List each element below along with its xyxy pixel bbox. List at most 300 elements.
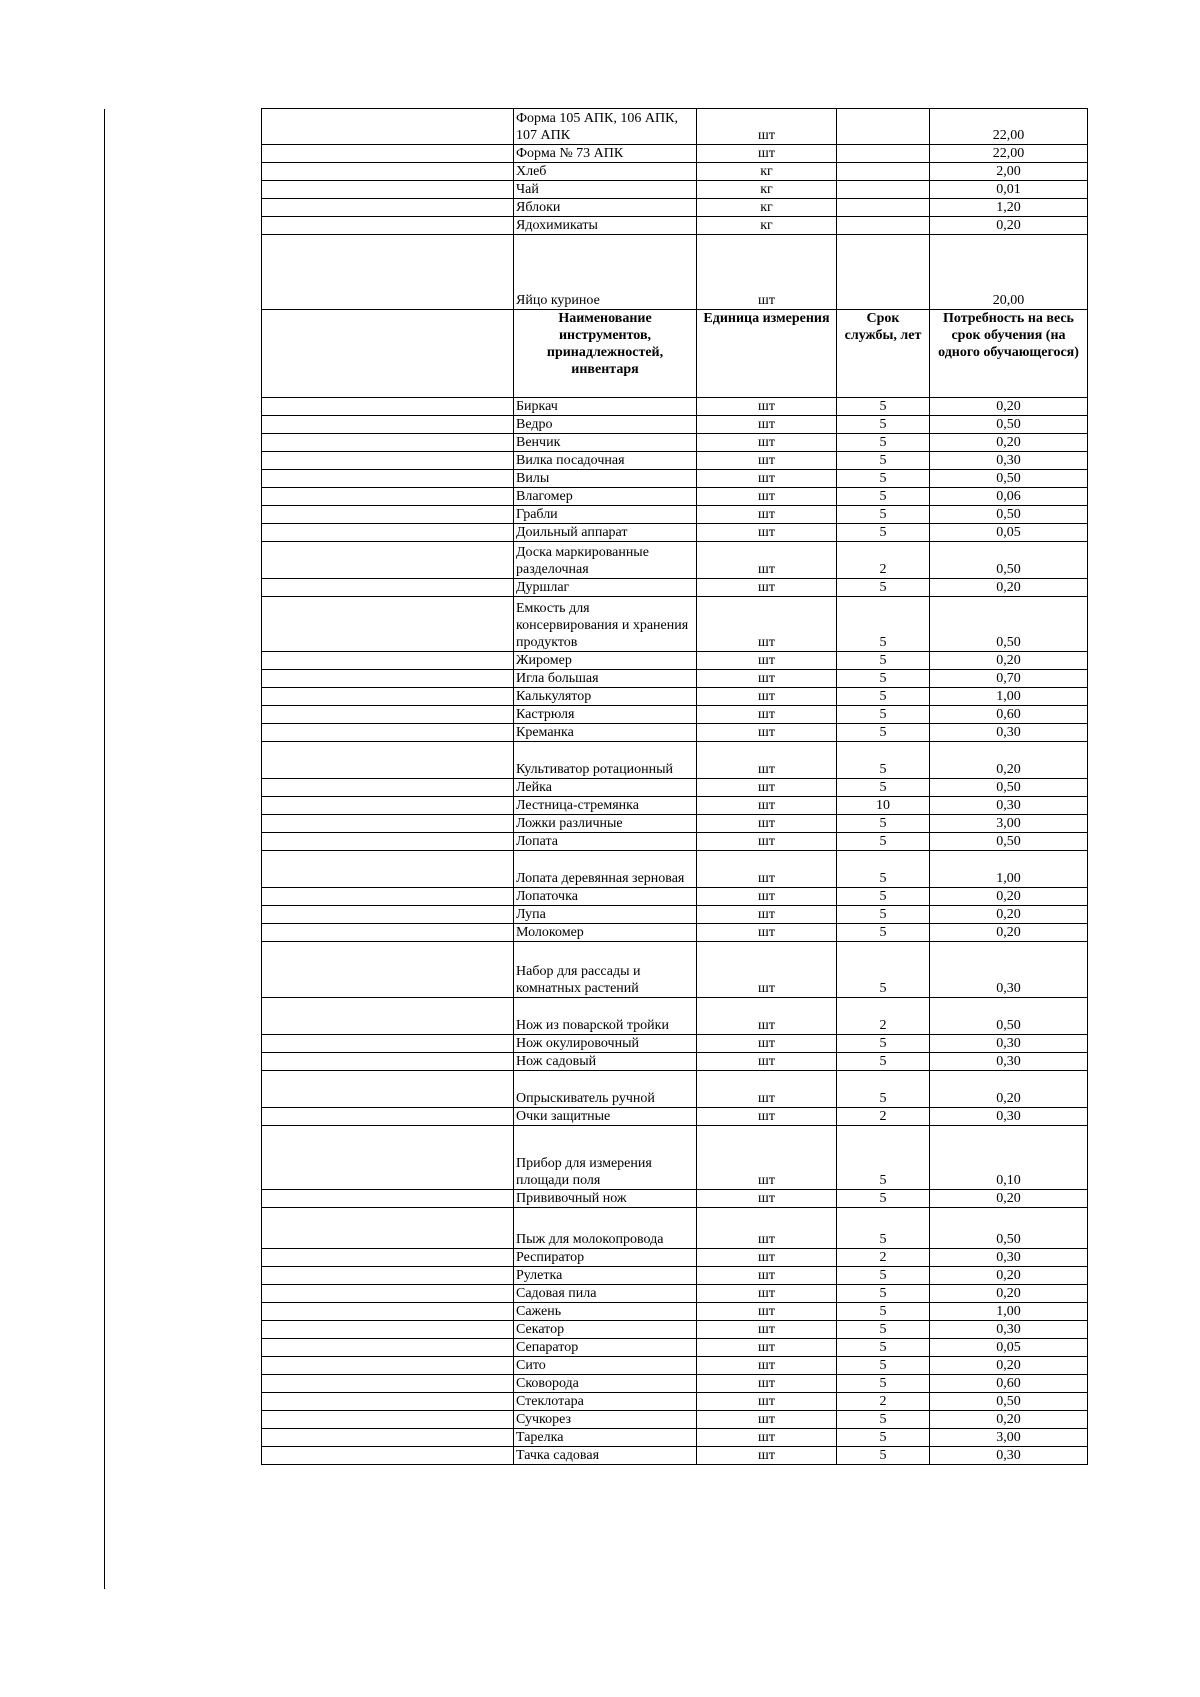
item-qty: 20,00 [930,235,1088,310]
item-unit: шт [697,1071,837,1108]
blank-cell [262,906,514,924]
blank-cell [262,579,514,597]
item-name: Сепаратор [514,1339,697,1357]
item-qty: 0,30 [930,1035,1088,1053]
item-qty: 0,50 [930,597,1088,652]
item-qty: 0,20 [930,924,1088,942]
item-name: Лупа [514,906,697,924]
item-unit: шт [697,1321,837,1339]
blank-cell [262,706,514,724]
item-name: Биркач [514,398,697,416]
item-name: Очки защитные [514,1108,697,1126]
item-life: 2 [837,542,930,579]
blank-cell [262,924,514,942]
item-qty: 1,00 [930,1303,1088,1321]
item-qty: 0,30 [930,1053,1088,1071]
item-qty: 22,00 [930,145,1088,163]
blank-cell [262,815,514,833]
blank-cell [262,434,514,452]
item-unit: кг [697,163,837,181]
blank-cell [262,109,514,145]
item-unit: шт [697,888,837,906]
item-name: Яйцо куриное [514,235,697,310]
item-name: Сковорода [514,1375,697,1393]
table-row [262,145,1088,163]
item-name: Чай [514,181,697,199]
table-row [262,199,1088,217]
item-name: Лопаточка [514,888,697,906]
item-name: Рулетка [514,1267,697,1285]
blank-cell [262,542,514,579]
table-row [262,742,1088,779]
table-row [262,942,1088,998]
item-life: 5 [837,1053,930,1071]
item-life: 5 [837,1190,930,1208]
item-life: 10 [837,797,930,815]
table-row [262,1126,1088,1190]
item-qty: 0,30 [930,1108,1088,1126]
blank-cell [262,145,514,163]
item-qty: 0,50 [930,542,1088,579]
item-qty: 0,30 [930,942,1088,998]
table-row [262,1393,1088,1411]
item-unit: шт [697,1411,837,1429]
item-unit: кг [697,181,837,199]
table-row [262,998,1088,1035]
item-unit: шт [697,434,837,452]
blank-cell [262,1126,514,1190]
item-qty: 0,05 [930,1339,1088,1357]
item-qty: 0,20 [930,888,1088,906]
item-life: 5 [837,434,930,452]
table-row [262,452,1088,470]
item-life: 5 [837,1285,930,1303]
blank-cell [262,1035,514,1053]
item-name: Доильный аппарат [514,524,697,542]
table-row [262,1357,1088,1375]
item-unit: шт [697,998,837,1035]
table-row [262,579,1088,597]
item-qty: 2,00 [930,163,1088,181]
item-unit: шт [697,1053,837,1071]
blank-cell [262,888,514,906]
item-unit: шт [697,1267,837,1285]
blank-cell [262,688,514,706]
blank-cell [262,1303,514,1321]
item-name: Хлеб [514,163,697,181]
table-row [262,833,1088,851]
blank-cell [262,452,514,470]
item-life: 5 [837,851,930,888]
item-life [837,163,930,181]
item-name: Вилка посадочная [514,452,697,470]
item-name: Тарелка [514,1429,697,1447]
item-qty: 0,30 [930,1321,1088,1339]
item-unit: шт [697,542,837,579]
item-unit: шт [697,797,837,815]
item-unit: шт [697,1108,837,1126]
item-unit: шт [697,416,837,434]
item-name: Форма № 73 АПК [514,145,697,163]
item-unit: шт [697,815,837,833]
item-unit: шт [697,470,837,488]
item-qty: 0,06 [930,488,1088,506]
blank-cell [262,1071,514,1108]
item-life: 5 [837,452,930,470]
blank-cell [262,1108,514,1126]
blank-cell [262,524,514,542]
item-life: 5 [837,470,930,488]
table-row [262,652,1088,670]
item-qty: 0,05 [930,524,1088,542]
item-life: 5 [837,1267,930,1285]
blank-cell [262,1285,514,1303]
item-qty: 22,00 [930,109,1088,145]
item-qty: 0,20 [930,398,1088,416]
blank-cell [262,506,514,524]
item-qty: 0,30 [930,452,1088,470]
blank-cell [262,488,514,506]
item-unit: шт [697,1357,837,1375]
item-unit: шт [697,942,837,998]
item-life [837,145,930,163]
blank-cell [262,1208,514,1249]
blank-cell [262,1190,514,1208]
item-unit: шт [697,398,837,416]
blank-cell [262,181,514,199]
item-qty: 0,60 [930,706,1088,724]
item-name: Прививочный нож [514,1190,697,1208]
item-qty: 0,50 [930,998,1088,1035]
item-name: Лопата [514,833,697,851]
item-qty: 0,50 [930,779,1088,797]
table-row [262,434,1088,452]
table-row [262,542,1088,579]
blank-cell [262,398,514,416]
table-row [262,851,1088,888]
item-name: Ведро [514,416,697,434]
item-life: 5 [837,1447,930,1465]
item-name: Нож садовый [514,1053,697,1071]
item-life: 2 [837,998,930,1035]
item-life: 5 [837,924,930,942]
blank-cell [262,942,514,998]
item-unit: шт [697,1303,837,1321]
item-qty: 0,20 [930,742,1088,779]
item-qty: 0,50 [930,470,1088,488]
table-row [262,797,1088,815]
item-name: Ложки различные [514,815,697,833]
item-qty: 0,20 [930,579,1088,597]
item-life: 5 [837,942,930,998]
item-unit: шт [697,1375,837,1393]
table-row [262,724,1088,742]
item-life: 5 [837,888,930,906]
item-name: Нож окулировочный [514,1035,697,1053]
blank-cell [262,779,514,797]
blank-cell [262,1249,514,1267]
item-name: Емкость для консервирования и хранения продуктов [514,597,697,652]
table-row [262,1339,1088,1357]
blank-cell [262,1053,514,1071]
item-unit: шт [697,1190,837,1208]
item-unit: шт [697,1126,837,1190]
item-name: Венчик [514,434,697,452]
header-qty: Потребность на весь срок обучения (на одного обучающегося) [930,310,1088,398]
table-row [262,1190,1088,1208]
item-unit: шт [697,235,837,310]
blank-cell [262,1267,514,1285]
item-life: 5 [837,724,930,742]
item-unit: шт [697,851,837,888]
item-qty: 0,50 [930,416,1088,434]
item-qty: 0,30 [930,1447,1088,1465]
table-row [262,906,1088,924]
item-unit: шт [697,1393,837,1411]
item-qty: 0,20 [930,1357,1088,1375]
item-life: 5 [837,688,930,706]
table-row [262,416,1088,434]
table-row [262,1108,1088,1126]
item-unit: шт [697,1339,837,1357]
table-row [262,1035,1088,1053]
consumables-rows [262,109,1088,310]
item-qty: 0,20 [930,217,1088,235]
blank-cell [262,416,514,434]
item-qty: 0,20 [930,434,1088,452]
table-row [262,1303,1088,1321]
table-row [262,924,1088,942]
table-row [262,815,1088,833]
blank-cell [262,1411,514,1429]
table-row [262,1375,1088,1393]
table-row [262,1285,1088,1303]
item-name: Прибор для измерения площади поля [514,1126,697,1190]
item-qty: 0,01 [930,181,1088,199]
item-qty: 0,30 [930,724,1088,742]
item-name: Сучкорез [514,1411,697,1429]
blank-cell [262,235,514,310]
item-life: 5 [837,1035,930,1053]
item-name: Жиромер [514,652,697,670]
item-life [837,235,930,310]
item-name: Влагомер [514,488,697,506]
table-row [262,1411,1088,1429]
item-name: Лопата деревянная зерновая [514,851,697,888]
blank-cell [262,199,514,217]
blank-cell [262,470,514,488]
item-life: 5 [837,1411,930,1429]
item-qty: 0,50 [930,1208,1088,1249]
table-row [262,1429,1088,1447]
item-name: Грабли [514,506,697,524]
item-unit: шт [697,1035,837,1053]
blank-cell [262,652,514,670]
item-life: 5 [837,815,930,833]
item-name: Игла большая [514,670,697,688]
item-unit: шт [697,1285,837,1303]
blank-cell [262,851,514,888]
item-qty: 0,20 [930,652,1088,670]
item-unit: кг [697,217,837,235]
item-life: 5 [837,1429,930,1447]
item-name: Сажень [514,1303,697,1321]
tools-rows [262,398,1088,1465]
blank-cell [262,1339,514,1357]
item-qty: 0,20 [930,1190,1088,1208]
table-row [262,670,1088,688]
table-row [262,1447,1088,1465]
item-unit: шт [697,452,837,470]
item-unit: шт [697,906,837,924]
item-qty: 3,00 [930,1429,1088,1447]
table-row [262,688,1088,706]
item-unit: шт [697,109,837,145]
equipment-table [261,108,1088,1465]
header-row [262,310,1088,398]
item-name: Пыж для молокопровода [514,1208,697,1249]
item-name: Молокомер [514,924,697,942]
blank-cell [262,1429,514,1447]
table-header [262,310,1088,398]
item-life: 5 [837,1375,930,1393]
item-qty: 0,30 [930,1249,1088,1267]
item-qty: 0,70 [930,670,1088,688]
item-life: 5 [837,1071,930,1108]
item-unit: шт [697,706,837,724]
blank-cell [262,1321,514,1339]
page-margin-line [104,109,105,1589]
blank-cell [262,1375,514,1393]
item-life: 5 [837,398,930,416]
table-row [262,524,1088,542]
item-qty: 0,20 [930,1285,1088,1303]
item-life: 2 [837,1108,930,1126]
item-life: 5 [837,833,930,851]
item-name: Опрыскиватель ручной [514,1071,697,1108]
blank-cell [262,217,514,235]
item-name: Сито [514,1357,697,1375]
item-unit: шт [697,924,837,942]
blank-cell [262,742,514,779]
item-name: Креманка [514,724,697,742]
blank-cell [262,1447,514,1465]
item-name: Нож из поварской тройки [514,998,697,1035]
item-unit: шт [697,833,837,851]
item-unit: шт [697,688,837,706]
item-unit: шт [697,1447,837,1465]
item-life [837,109,930,145]
table-row [262,1321,1088,1339]
item-unit: шт [697,742,837,779]
item-unit: шт [697,488,837,506]
item-qty: 0,50 [930,833,1088,851]
item-life: 5 [837,706,930,724]
table-row [262,217,1088,235]
item-life: 5 [837,506,930,524]
item-life: 5 [837,742,930,779]
header-unit: Единица измерения [697,310,837,398]
item-qty: 0,20 [930,1267,1088,1285]
item-name: Вилы [514,470,697,488]
item-unit: шт [697,524,837,542]
item-life: 2 [837,1393,930,1411]
item-unit: шт [697,506,837,524]
item-unit: шт [697,1249,837,1267]
item-qty: 0,50 [930,506,1088,524]
blank-cell [262,833,514,851]
item-qty: 1,00 [930,851,1088,888]
table-row [262,506,1088,524]
item-life: 5 [837,652,930,670]
table-row [262,1249,1088,1267]
item-name: Лейка [514,779,697,797]
table-row [262,1053,1088,1071]
item-life: 5 [837,779,930,797]
blank-cell [262,797,514,815]
item-name: Яблоки [514,199,697,217]
table-row [262,488,1088,506]
item-qty: 0,50 [930,1393,1088,1411]
item-life: 5 [837,1303,930,1321]
item-life: 5 [837,1357,930,1375]
item-name: Стеклотара [514,1393,697,1411]
item-life: 5 [837,488,930,506]
table-row [262,888,1088,906]
item-name: Культиватор ротационный [514,742,697,779]
item-life: 5 [837,670,930,688]
table-row [262,779,1088,797]
item-qty: 0,20 [930,906,1088,924]
table-row [262,1071,1088,1108]
blank-cell [262,1357,514,1375]
blank-cell [262,724,514,742]
header-name: Наименование инструментов, принадлежностей, инвентаря [514,310,697,398]
blank-cell [262,670,514,688]
item-name: Лестница-стремянка [514,797,697,815]
item-unit: кг [697,199,837,217]
item-qty: 0,20 [930,1071,1088,1108]
table-row [262,1267,1088,1285]
item-life: 5 [837,1321,930,1339]
item-unit: шт [697,779,837,797]
table-row [262,470,1088,488]
item-qty: 1,00 [930,688,1088,706]
table-row [262,398,1088,416]
table-row [262,163,1088,181]
item-life: 5 [837,906,930,924]
blank-cell [262,998,514,1035]
item-qty: 0,30 [930,797,1088,815]
item-life: 5 [837,1126,930,1190]
item-unit: шт [697,1208,837,1249]
item-unit: шт [697,1429,837,1447]
table-row [262,181,1088,199]
item-qty: 1,20 [930,199,1088,217]
item-unit: шт [697,597,837,652]
table-row [262,597,1088,652]
item-name: Тачка садовая [514,1447,697,1465]
item-qty: 0,60 [930,1375,1088,1393]
item-name: Дуршлаг [514,579,697,597]
table-row [262,235,1088,310]
item-unit: шт [697,670,837,688]
item-name: Ядохимикаты [514,217,697,235]
blank-cell [262,163,514,181]
item-unit: шт [697,724,837,742]
item-name: Калькулятор [514,688,697,706]
table-row [262,706,1088,724]
